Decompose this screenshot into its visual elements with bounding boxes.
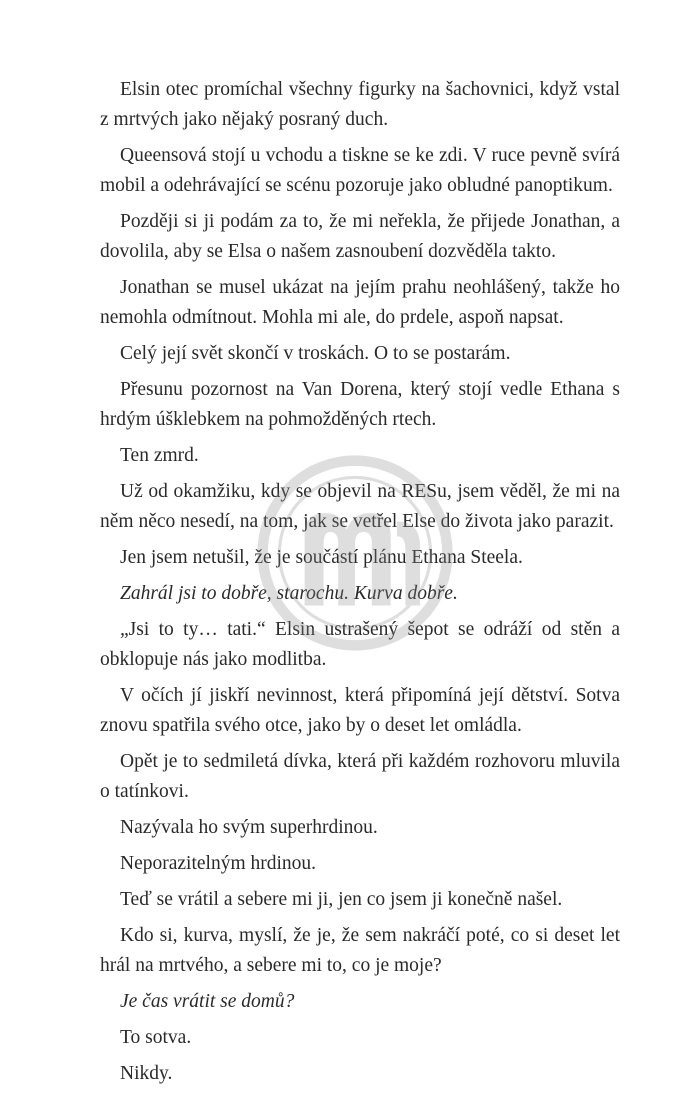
paragraph-19: To sotva. [120,1027,192,1048]
paragraph-10-italic: Zahrál jsi to dobře, starochu. Kurva dobře. [120,583,458,604]
paragraph-20: Nikdy. [120,1063,173,1084]
body-text [100,75,620,1095]
paragraph-6: Přesunu pozornost na Van Dorena, který stojí vedle Ethana s hrdým úšklebkem na pohmožděných rtech. [100,379,620,430]
paragraph-9: Jen jsem netušil, že je součástí plánu Ethana Steela. [120,547,523,568]
paragraph-12: V očích jí jiskří nevinnost, která připomíná její dětství. Sotva znovu spatřila svého otce, jako by o deset let omládla. [100,685,620,736]
paragraph-18-italic: Je čas vrátit se domů? [120,991,295,1012]
paragraph-14: Nazývala ho svým superhrdinou. [120,817,378,838]
paragraph-1: Elsin otec promíchal všechny figurky na šachovnici, když vstal z mrtvých jako nějaký posraný duch. [100,79,620,130]
paragraph-15: Neporazitelným hrdinou. [120,853,317,874]
paragraph-17: Kdo si, kurva, myslí, že je, že sem nakráčí poté, co si deset let hrál na mrtvého, a sebere mi to, co je moje? [100,925,620,976]
paragraph-2: Queensová stojí u vchodu a tiskne se ke zdi. V ruce pevně svírá mobil a odehrávající se scénu pozoruje jako obludné panoptikum. [100,145,620,196]
paragraph-8: Už od okamžiku, kdy se objevil na RESu, jsem věděl, že mi na něm něco nesedí, na tom, jak se vetřel Else do života jako parazit. [100,481,620,532]
paragraph-7: Ten zmrd. [120,445,199,466]
paragraph-13: Opět je to sedmiletá dívka, která při každém rozhovoru mluvila o tatínkovi. [100,751,620,802]
paragraph-16: Teď se vrátil a sebere mi ji, jen co jsem ji konečně našel. [120,889,563,910]
paragraph-5: Celý její svět skončí v troskách. O to se postarám. [120,343,511,364]
paragraph-4: Jonathan se musel ukázat na jejím prahu neohlášený, takže ho nemohla odmítnout. Mohla mi ale, do prdele, aspoň napsat. [100,277,620,328]
paragraph-11: „Jsi to ty… tati.“ Elsin ustrašený šepot se odráží od stěn a obklopuje nás jako modlitba. [100,619,620,670]
paragraph-3: Později si ji podám za to, že mi neřekla, že přijede Jonathan, a dovolila, aby se Elsa o našem zasnoubení dozvěděla takto. [100,211,620,262]
